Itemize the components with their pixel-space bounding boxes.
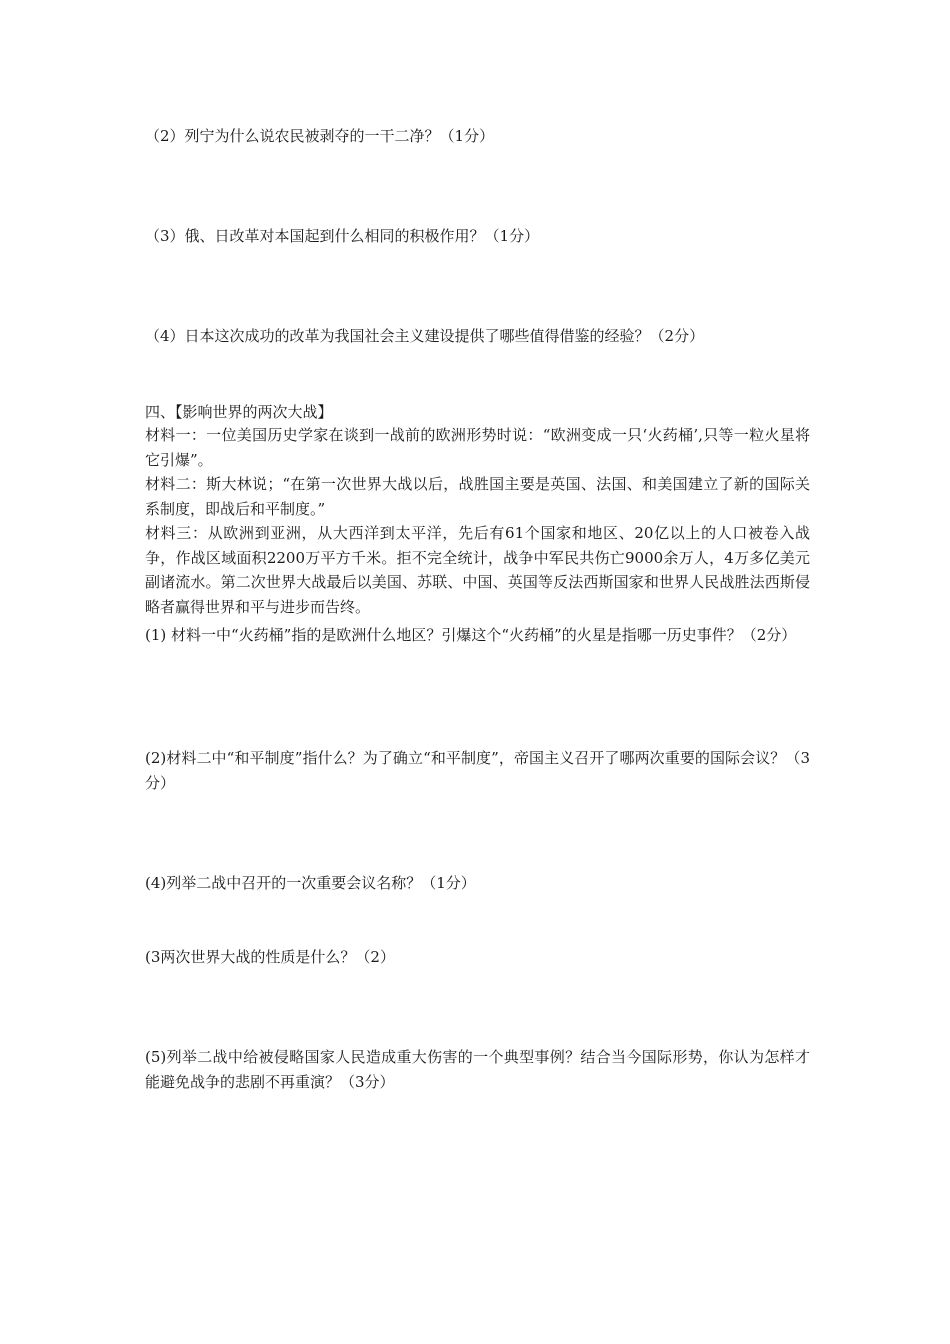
material-1: 材料一：一位美国历史学家在谈到一战前的欧洲形势时说：“欧洲变成一只‘火药桶’,只等一粒火星将它引爆”。 [145,426,810,469]
section4-question-1: (1) 材料一中“火药桶”指的是欧洲什么地区？引爆这个“火药桶”的火星是指哪一历史事件？（2分） [145,626,797,644]
question-2: （2）列宁为什么说农民被剥夺的一干二净？（1分） [145,127,495,145]
section4-question-4: (4)列举二战中召开的一次重要会议名称？（1分） [145,874,476,892]
section-heading: 四、【影响世界的两次大战】 [145,403,333,421]
section4-question-3: (3两次世界大战的性质是什么？（2） [145,948,395,966]
question-4: （4）日本这次成功的改革为我国社会主义建设提供了哪些值得借鉴的经验？（2分） [145,327,705,345]
section4-question-2: (2)材料二中“和平制度”指什么？为了确立“和平制度”，帝国主义召开了哪两次重要的国际会议？（3分） [145,749,810,792]
material-3: 材料三：从欧洲到亚洲，从大西洋到太平洋，先后有61个国家和地区、20亿以上的人口被卷入战争，作战区域面积2200万平方千米。拒不完全统计，战争中军民共伤亡9000余万人，4万多亿美元副诸流水。第二次世界大战最后以美国、苏联、中国、英国等反法西斯国家和世界人民战胜法西斯侵略者赢得世界和平与进步而告终。 [145,524,810,616]
section4-question-5: (5)列举二战中给被侵略国家人民造成重大伤害的一个典型事例？结合当今国际形势，你认为怎样才能避免战争的悲剧不再重演？（3分） [145,1048,810,1091]
material-2: 材料二：斯大林说；“在第一次世界大战以后，战胜国主要是英国、法国、和美国建立了新的国际关系制度，即战后和平制度。” [145,475,810,518]
question-3: （3）俄、日改革对本国起到什么相同的积极作用？（1分） [145,227,540,245]
